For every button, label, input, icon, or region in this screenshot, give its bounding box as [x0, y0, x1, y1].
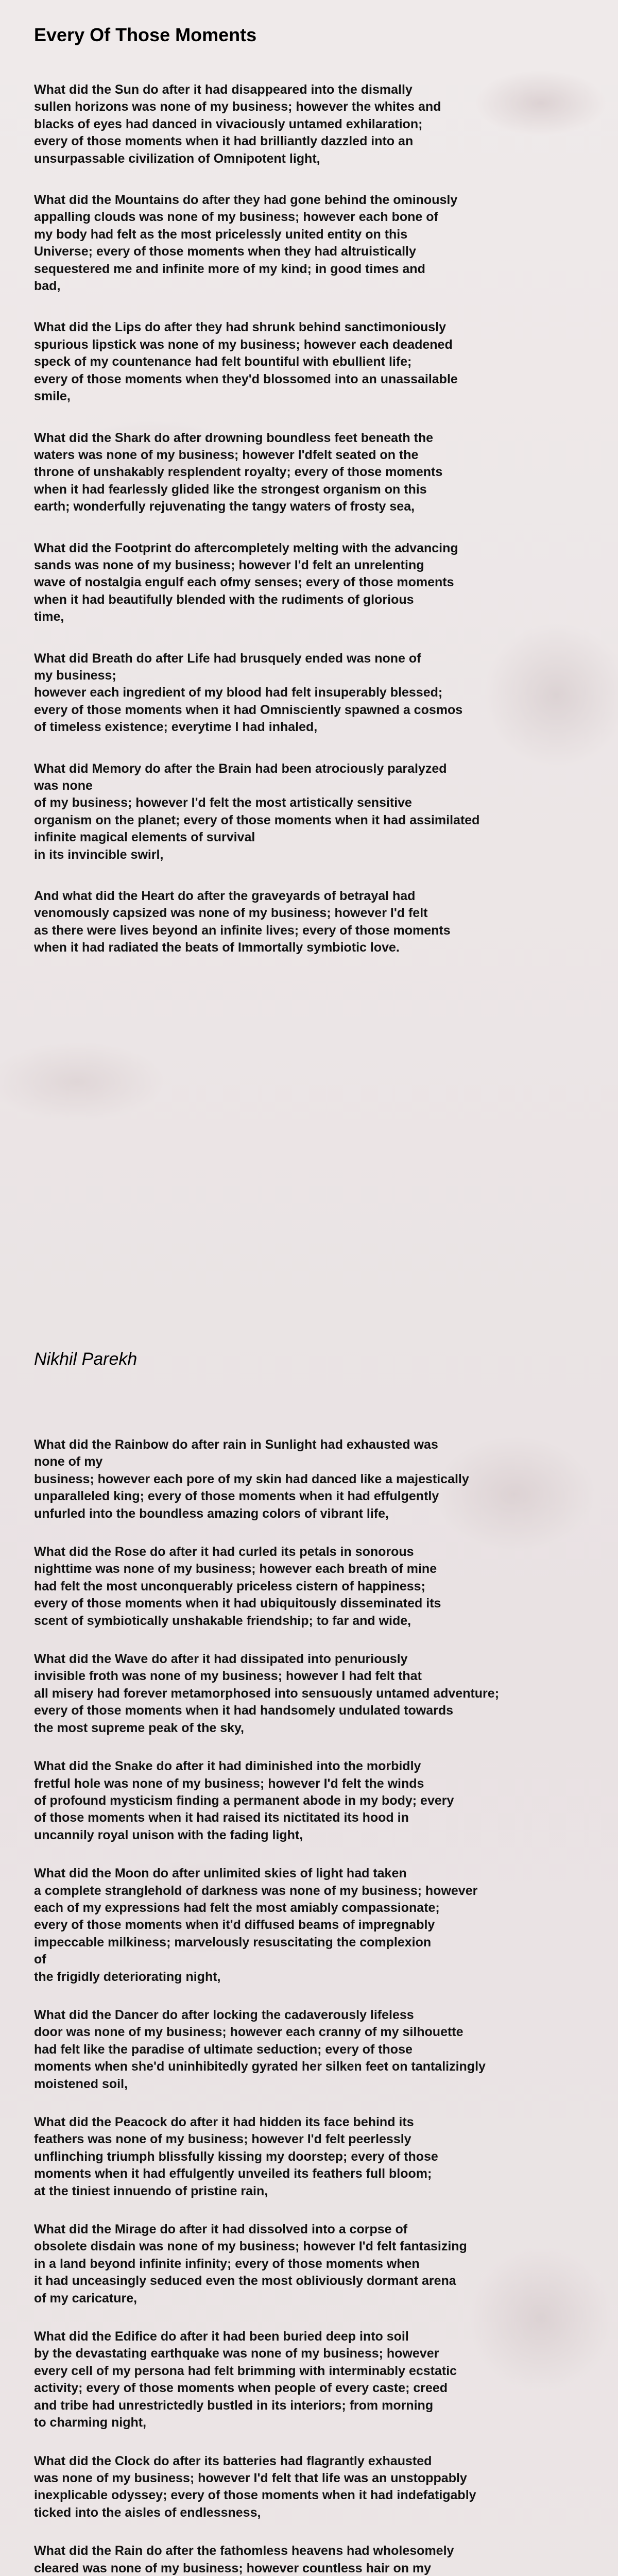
- stanza: What did the Mirage do after it had dissolved into a corpse of obsolete disdain was none of my business; however I'd felt fantasizing in a land beyond infinite infinity; every of those moments when it had unceasingly seduced even the most obliviously dormant arena of my caricature,: [34, 2222, 467, 2306]
- stanza: What did the Footprint do aftercompletely melting with the advancing sands was none of my business; however I'd felt an unrelenting wave of nostalgia engulf each ofmy senses; every of those moments when it had beautifully blended with the rudiments of glorious time,: [34, 540, 458, 624]
- stanza: What did the Sun do after it had disappeared into the dismally sullen horizons was none of my business; however the whites and blacks of eyes had danced in vivaciously untamed exhilaration; every of those moments when it had brilliantly dazzled into an unsurpassable civilization of Omnipotent light,: [34, 82, 441, 166]
- stanza: What did Breath do after Life had brusquely ended was none of my business; however each ingredient of my blood had felt insuperably blessed; every of those moments when it had Omnisciently spawned a cosmos of timeless existence; everytime I had inhaled,: [34, 651, 463, 735]
- stanza: What did the Wave do after it had dissipated into penuriously invisible froth was none of my business; however I had felt that all misery had forever metamorphosed into sensuously untamed adventure; every of those moments when it had handsomely undulated towards the most supreme peak of the sky,: [34, 1652, 500, 1735]
- stanza: What did the Lips do after they had shrunk behind sanctimoniously spurious lipstick was none of my business; however each deadened speck of my countenance had felt bountiful with ebullient life; every of those moments when they'd blossomed into an unassailable smile,: [34, 320, 458, 404]
- stanza: What did the Edifice do after it had been buried deep into soil by the devastating earthquake was none of my business; however every cell of my persona had felt brimming with interminably ecstatic activity; every of those moments when people of every caste; creed and tribe had unrestrictedly bustled in its interiors; from morning to charming night,: [34, 2329, 457, 2430]
- stanza: What did the Rose do after it had curled its petals in sonorous nighttime was none of my business; however each breath of mine had felt the most unconquerably priceless cistern of happiness; every of those moments when it had ubiquitously disseminated its scent of symbiotically unshakable friendship; to far and wide,: [34, 1545, 441, 1628]
- stanza: What did the Moon do after unlimited skies of light had taken a complete stranglehold of darkness was none of my business; however each of my expressions had felt the most amiably compassionate; every of those moments when it'd diffused beams of impregnably impeccable milkiness; marvelously resuscitating the complexion of the frigidly deteriorating night,: [34, 1866, 478, 1984]
- stanza: What did the Rain do after the fathomless heavens had wholesomely cleared was none of my business; however countless hair on my: [34, 2544, 454, 2575]
- poem-author: Nikhil Parekh: [34, 1349, 138, 1369]
- stanza: What did the Shark do after drowning boundless feet beneath the waters was none of my business; however I'dfelt seated on the throne of unshakably resplendent royalty; every of those moments when it had fearlessly glided like the strongest organism on this earth; wonderfully rejuvenating the tangy waters of frosty sea,: [34, 430, 443, 514]
- poem-title: Every Of Those Moments: [34, 24, 257, 45]
- stanza: What did the Rainbow do after rain in Sunlight had exhausted was none of my business; however each pore of my skin had danced like a majestically unparalleled king; every of those moments when it had effulgently unfurled into the boundless amazing colors of vibrant life,: [34, 1437, 469, 1521]
- stanza: What did the Mountains do after they had gone behind the ominously appalling clouds was none of my business; however each bone of my body had felt as the most pricelessly united entity on this Universe; every of those moments when they had altruistically sequestered me and infinite more of my kind; in good times and bad,: [34, 193, 458, 294]
- poem-part-one: [34, 81, 618, 957]
- stanza: What did the Peacock do after it had hidden its face behind its feathers was none of my business; however I'd felt peerlessly unflinching triumph blissfully kissing my doorstep; every of those moments when it had effulgently unveiled its feathers full bloom; at the tiniest innuendo of pristine rain,: [34, 2115, 438, 2198]
- stanza: What did the Dancer do after locking the cadaverously lifeless door was none of my business; however each cranny of my silhouette had felt like the paradise of ultimate seduction; every of those moments when she'd uninhibitedly gyrated her silken feet on tantalizingly moistened soil,: [34, 2007, 486, 2091]
- stanza: And what did the Heart do after the graveyards of betrayal had venomously capsized was none of my business; however I'd felt as there were lives beyond an infinite lives; every of those moments when it had radiated the beats of Immortally symbiotic love.: [34, 889, 451, 955]
- stanza: What did Memory do after the Brain had been atrociously paralyzed was none of my business; however I'd felt the most artistically sensitive organism on the planet; every of those moments when it had assimilated infinite magical elements of survival in its invincible swirl,: [34, 761, 480, 862]
- stanza: What did the Snake do after it had diminished into the morbidly fretful hole was none of my business; however I'd felt the winds of profound mysticism finding a permanent abode in my body; every of those moments when it had raised its nictitated its hood in uncannily royal unison with the fading light,: [34, 1759, 454, 1842]
- stanza: What did the Clock do after its batteries had flagrantly exhausted was none of my business; however I'd felt that life was an unstoppably inexplicable odyssey; every of those moments when it had indefatigably ticked into the aisles of endlessness,: [34, 2453, 476, 2520]
- poem-part-two: [34, 1436, 618, 2576]
